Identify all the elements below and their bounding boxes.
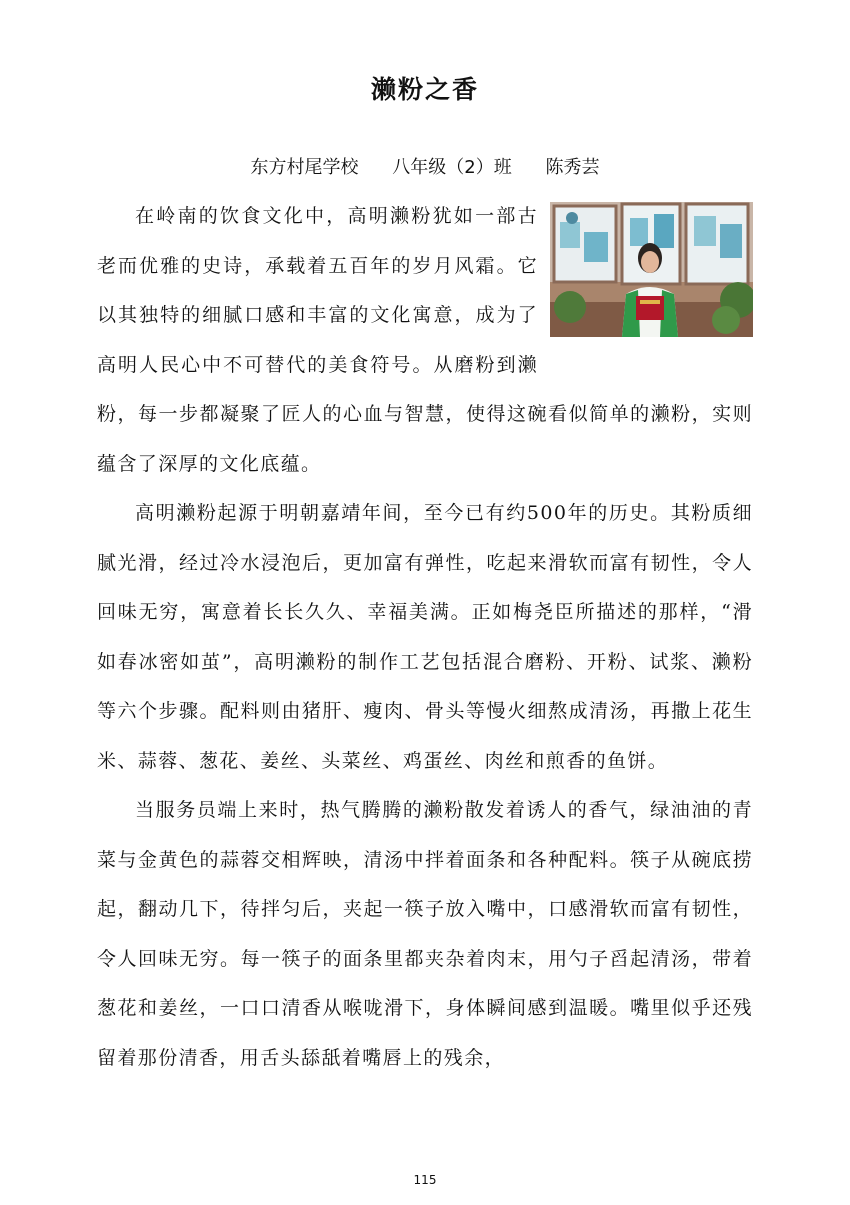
paragraph: 在岭南的饮食文化中，高明濑粉犹如一部古老而优雅的史诗，承载着五百年的岁月风霜。它以其独特的细腻口感和丰富的文化寓意，成为了高明人民心中不可替代的美食符号。从磨粉到濑粉，每一步都凝聚了匠人的心血与智慧，使得这碗看似简单的濑粉，实则蕴含了深厚的文化底蕴。 [97,205,753,475]
author-photo [550,202,753,337]
paragraph: 高明濑粉起源于明朝嘉靖年间，至今已有约500年的历史。其粉质细腻光滑，经过冷水浸泡后，更加富有弹性，吃起来滑软而富有韧性，令人回味无穷，寓意着长长久久、幸福美满。正如梅尧臣所描述的那样，“滑如春冰密如茧”，高明濑粉的制作工艺包括混合磨粉、开粉、试浆、濑粉等六个步骤。配料则由猪肝、瘦肉、骨头等慢火细熬成清汤，再撒上花生米、蒜蓉、葱花、姜丝、头菜丝、鸡蛋丝、肉丝和煎香的鱼饼。 [97,502,753,772]
page-number: 115 [413,1173,437,1187]
byline [0,153,850,179]
article-body [97,192,753,1083]
author-name: 陈秀芸 [545,157,600,178]
class-name: 八年级（2）班 [392,157,512,178]
school-name: 东方村尾学校 [250,157,359,178]
paragraph: 当服务员端上来时，热气腾腾的濑粉散发着诱人的香气，绿油油的青菜与金黄色的蒜蓉交相辉映，清汤中拌着面条和各种配料。筷子从碗底捞起，翻动几下，待拌匀后，夹起一筷子放入嘴中，口感滑软而富有韧性，令人回味无穷。每一筷子的面条里都夹杂着肉末，用勺子舀起清汤，带着葱花和姜丝，一口口清香从喉咙滑下，身体瞬间感到温暖。嘴里似乎还残留着那份清香，用舌头舔舐着嘴唇上的残余， [97,799,753,1069]
page-title: 濑粉之香 [370,75,479,104]
